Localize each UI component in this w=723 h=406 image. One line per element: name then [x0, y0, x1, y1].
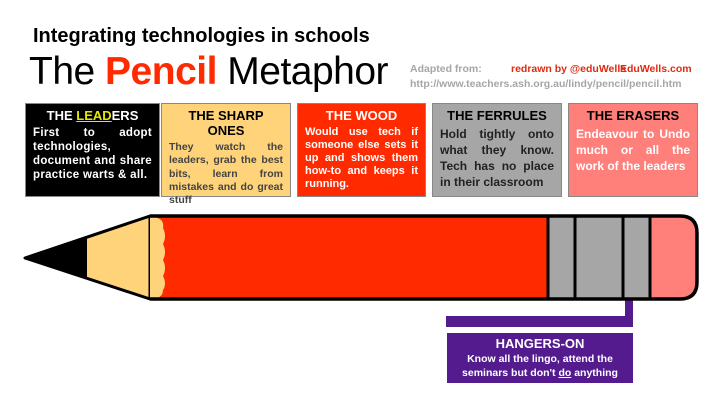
- title-post: Metaphor: [216, 50, 389, 93]
- box-hangers-on: [447, 333, 633, 383]
- box-text: First to adopt technologies, document and share practice warts & all.: [33, 127, 152, 181]
- pencil-ferrule: [548, 216, 650, 299]
- pencil-eraser: [650, 216, 697, 299]
- title-highlight: Pencil: [105, 50, 217, 93]
- pencil-sharpened-edge: [150, 217, 165, 299]
- box-title: THE SHARP ONES: [188, 108, 264, 138]
- box-text: Know all the lingo, attend the seminars but don't do anything: [462, 353, 618, 379]
- box-text: They watch the leaders, grab the best bits, learn from mistakes and do great stuff: [169, 141, 283, 207]
- box-text: Endeavour to Undo much or all the work of the leaders: [576, 127, 690, 173]
- box-title: THE LEADERS: [46, 108, 139, 123]
- subtitle: Integrating technologies in schools: [33, 25, 370, 47]
- bracket-connector: [446, 300, 633, 327]
- source-url: http://www.teachers.ash.org.au/lindy/pencil/pencil.htm: [410, 78, 682, 90]
- adapted-label: Adapted from:: [410, 63, 482, 75]
- box-text: Hold tightly onto what they know. Tech has no place in their classroom: [440, 127, 554, 189]
- pencil-lead-tip: [25, 237, 87, 279]
- box-title: THE ERASERS: [586, 108, 680, 123]
- box-text: Would use tech if someone else sets it up and shows them how-to and keeps it running.: [305, 126, 418, 190]
- box-title: THE WOOD: [325, 108, 398, 123]
- pencil-body: [155, 216, 550, 299]
- title-pre: The: [29, 50, 106, 93]
- site-credit: EduWells.com: [620, 63, 692, 75]
- box-title: HANGERS-ON: [495, 336, 585, 351]
- redrawn-credit: redrawn by @eduWells: [511, 63, 627, 75]
- box-title: THE FERRULES: [447, 108, 547, 123]
